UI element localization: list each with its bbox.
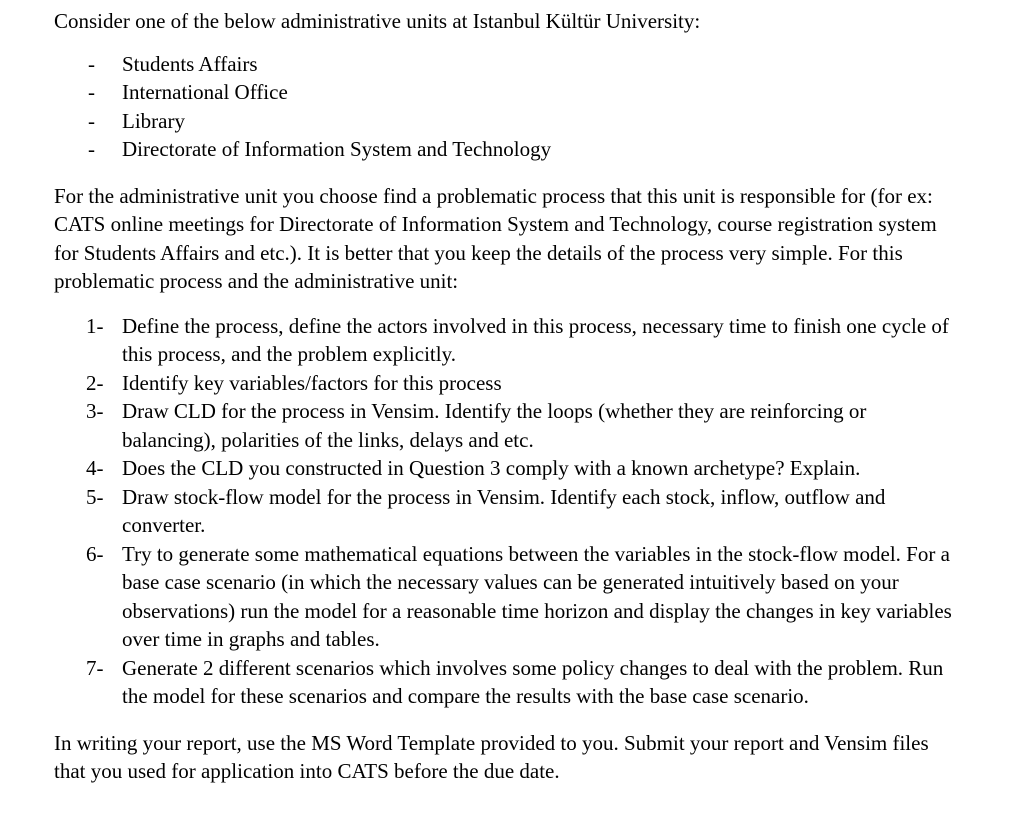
administrative-units-list [54,50,954,164]
task-item [54,654,954,711]
task-item [54,369,954,398]
bullet-dash: - [88,137,95,161]
task-number: 2- [86,370,104,395]
unit-item-students-affairs [54,50,954,79]
task-item [54,483,954,540]
task-item [54,454,954,483]
task-text: Does the CLD you constructed in Question 3 comply with a known archetype? Explain. [122,456,861,480]
task-item [54,397,954,454]
task-text: Draw stock-flow model for the process in Vensim. Identify each stock, inflow, outflow and converter. [122,484,886,537]
task-text: Define the process, define the actors involved in this process, necessary time to finish one cycle of this process, and the problem explicitly. [122,313,949,366]
task-number: 4- [86,456,104,480]
unit-item-library [54,107,954,136]
unit-label: International Office [122,80,288,104]
task-number: 3- [86,399,104,423]
bullet-dash: - [88,108,95,133]
document-page [54,7,954,786]
unit-label: Students Affairs [122,51,258,76]
closing-paragraph: In writing your report, use the MS Word Template provided to you. Submit your report and Vensim files that you used for application into CATS before the due date. [54,730,929,783]
unit-item-directorate [54,135,954,164]
task-text: Draw CLD for the process in Vensim. Identify the loops (whether they are reinforcing or balancing), polarities of the links, delays and etc. [122,399,867,452]
unit-label: Library [122,108,185,133]
instructions-paragraph: For the administrative unit you choose find a problematic process that this unit is responsible for (for ex: CATS online meetings for Directorate of Information System and Technology, course registration system for Students Affairs and etc.). It is better that you keep the details of the process very simple. For this problematic process and the administrative unit: [54,183,937,293]
task-item [54,540,954,654]
bullet-dash: - [88,51,95,76]
task-text: Try to generate some mathematical equations between the variables in the stock-flow model. For a base case scenario (in which the necessary values can be generated intuitively based on your observations) run the model for a reasonable time horizon and display the changes in key variables over time in graphs and tables. [122,541,952,651]
intro-text: Consider one of the below administrative units at Istanbul Kültür University: [54,9,701,33]
unit-label: Directorate of Information System and Technology [122,137,552,161]
task-text: Generate 2 different scenarios which involves some policy changes to deal with the problem. Run the model for these scenarios and compare the results with the base case scenario. [122,655,944,708]
unit-item-international-office [54,78,954,107]
task-number: 7- [86,655,104,680]
task-text: Identify key variables/factors for this process [122,370,502,395]
task-number: 1- [86,313,104,338]
tasks-list [54,312,954,711]
task-item [54,312,954,369]
bullet-dash: - [88,80,95,104]
task-number: 6- [86,541,104,566]
task-number: 5- [86,484,104,509]
